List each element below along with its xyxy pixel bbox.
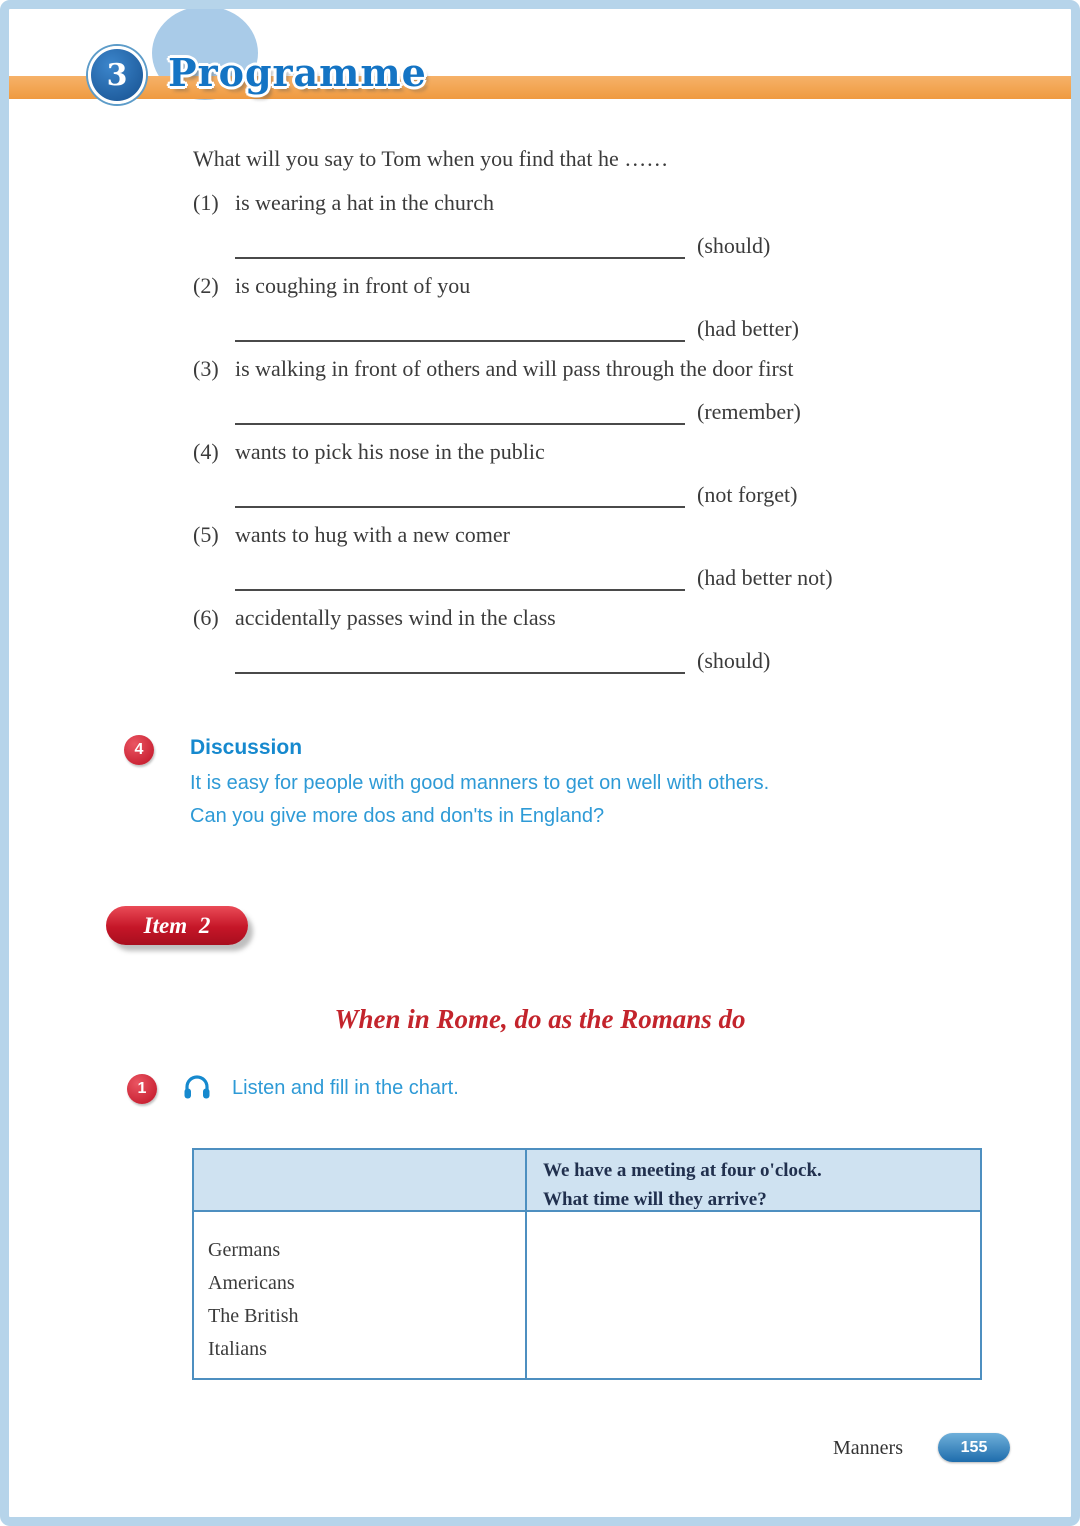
answer-blank-3[interactable] [235, 399, 685, 425]
item-text: is walking in front of others and will pass through the door first [235, 356, 794, 381]
item-number: (6) [193, 605, 219, 630]
footer-chapter-label: Manners [833, 1437, 903, 1459]
exercise-item [193, 190, 1023, 216]
item-text: is wearing a hat in the church [235, 190, 495, 215]
item-number: (2) [193, 273, 219, 298]
task-number-badge [127, 1074, 157, 1104]
answer-blank-4[interactable] [235, 482, 685, 508]
discussion-text-line: It is easy for people with good manners to get on well with others. [190, 772, 770, 794]
headphones-icon [183, 1074, 211, 1105]
item2-section-title: When in Rome, do as the Romans do [334, 1004, 746, 1034]
table-row-label: Italians [208, 1338, 267, 1360]
item2-ribbon [106, 906, 248, 945]
table-header-line: We have a meeting at four o'clock. [543, 1160, 822, 1181]
item-number: (3) [193, 356, 219, 381]
table-answer-cell[interactable] [527, 1212, 980, 1378]
answer-blank-6[interactable] [235, 648, 685, 674]
table-header-empty-cell [194, 1150, 527, 1212]
unit-number-badge [88, 46, 146, 104]
exercise-item [193, 522, 1023, 548]
exercise-item [193, 605, 1023, 631]
answer-row [235, 312, 799, 342]
item2-label: Item 2 [143, 912, 211, 938]
answer-row [235, 478, 797, 508]
item-number: (1) [193, 190, 219, 215]
table-labels-cell [194, 1212, 527, 1378]
item-text: is coughing in front of you [235, 273, 471, 298]
table-header-line: What time will they arrive? [543, 1189, 767, 1210]
discussion-number-badge [124, 735, 154, 765]
item-text: accidentally passes wind in the class [235, 605, 556, 630]
page-number-badge [938, 1433, 1010, 1462]
table-row-label: Germans [208, 1239, 281, 1261]
listening-chart-table [192, 1148, 982, 1380]
table-row-label: Americans [208, 1272, 295, 1294]
answer-blank-5[interactable] [235, 565, 685, 591]
discussion-text-line: Can you give more dos and don'ts in England? [190, 805, 605, 827]
answer-row [235, 644, 770, 674]
answer-row [235, 395, 801, 425]
exercise-item [193, 273, 1023, 299]
badge-number: 4 [134, 741, 144, 758]
item-number: (4) [193, 439, 219, 464]
badge-number: 1 [137, 1080, 147, 1097]
item-number: (5) [193, 522, 219, 547]
page-title: Programme [168, 50, 427, 95]
answer-hint: (had better not) [697, 565, 833, 590]
answer-hint: (had better) [697, 316, 799, 341]
page-number: 155 [960, 1438, 988, 1456]
table-header-question-cell [527, 1150, 980, 1212]
task-instruction: Listen and fill in the chart. [232, 1077, 459, 1099]
table-row-label: The British [208, 1305, 299, 1327]
exercise-item [193, 356, 1023, 382]
exercise-item [193, 439, 1023, 465]
answer-blank-1[interactable] [235, 233, 685, 259]
answer-hint: (not forget) [697, 482, 798, 507]
answer-hint: (remember) [697, 399, 801, 424]
item-text: wants to pick his nose in the public [235, 439, 545, 464]
answer-row [235, 561, 833, 591]
discussion-heading: Discussion [190, 736, 303, 759]
item-text: wants to hug with a new comer [235, 522, 510, 547]
answer-hint: (should) [697, 648, 771, 673]
answer-hint: (should) [697, 233, 771, 258]
answer-blank-2[interactable] [235, 316, 685, 342]
answer-row [235, 229, 770, 259]
unit-number: 3 [106, 57, 128, 93]
exercise-intro: What will you say to Tom when you find that he …… [193, 146, 669, 171]
